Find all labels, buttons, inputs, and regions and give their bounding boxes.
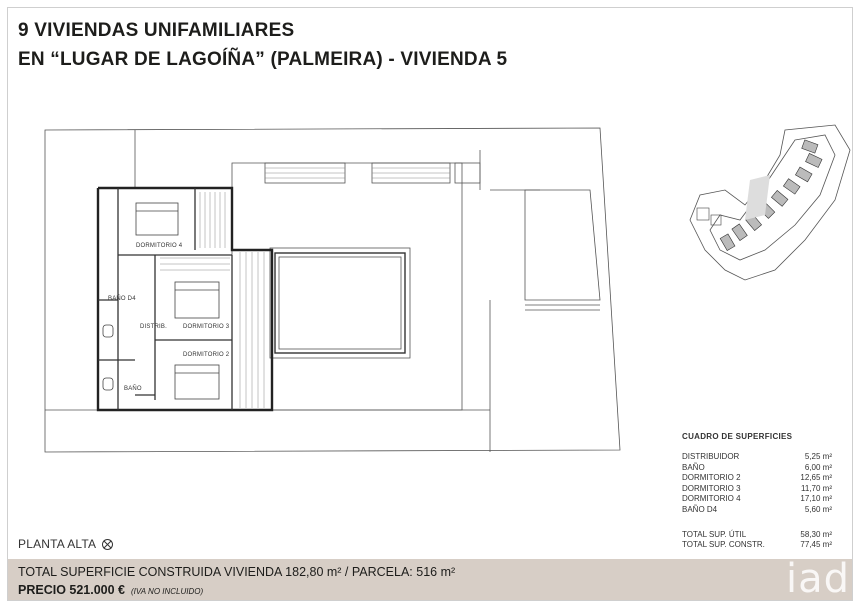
terrace-area <box>232 163 462 410</box>
total-name: TOTAL SUP. CONSTR. <box>682 540 765 549</box>
surfaces-table <box>682 452 832 516</box>
page-title-line-1: 9 VIVIENDAS UNIFAMILIARES <box>18 20 295 41</box>
total-value: 77,45 m² <box>800 540 832 549</box>
floor-label <box>18 537 113 551</box>
site-key-plan <box>685 120 860 300</box>
table-row <box>682 530 832 540</box>
total-value: 58,30 m² <box>800 530 832 539</box>
page-title-line-2: EN “LUGAR DE LAGOÍÑA” (PALMEIRA) - VIVIENDA 5 <box>18 49 508 70</box>
table-row <box>682 473 832 484</box>
vat-note: (IVA NO INCLUIDO) <box>131 587 204 596</box>
room-label-dormitorio-3: DORMITORIO 3 <box>183 324 230 330</box>
total-name: TOTAL SUP. ÚTIL <box>682 530 747 539</box>
surfaces-table-title: CUADRO DE SUPERFICIES <box>682 432 793 441</box>
table-row <box>682 463 832 474</box>
price: PRECIO 521.000 € <box>18 583 126 597</box>
surface-value: 5,60 m² <box>804 504 832 514</box>
table-row <box>682 484 832 495</box>
table-row <box>682 494 832 505</box>
surface-value: 11,70 m² <box>801 483 832 493</box>
surface-value: 12,65 m² <box>800 473 832 483</box>
surface-name: BAÑO D4 <box>682 504 718 514</box>
pool <box>275 253 405 353</box>
compass-icon <box>102 539 113 550</box>
surface-value: 17,10 m² <box>800 494 832 504</box>
plot-outline <box>45 128 620 452</box>
price-line <box>18 583 203 597</box>
room-label-dormitorio-4: DORMITORIO 4 <box>136 243 183 249</box>
surface-name: DISTRIBUIDOR <box>682 452 740 461</box>
surface-name: DORMITORIO 3 <box>682 483 741 493</box>
table-row <box>682 540 832 550</box>
floor-label-text: PLANTA ALTA <box>18 537 97 551</box>
room-label-bano-d4: BAÑO D4 <box>108 296 136 302</box>
surface-name: DORMITORIO 4 <box>682 494 741 504</box>
iad-watermark: iad <box>786 556 851 602</box>
total-surface-line: TOTAL SUPERFICIE CONSTRUIDA VIVIENDA 182,80 m² / PARCELA: 516 m² <box>18 565 456 579</box>
surface-name: DORMITORIO 2 <box>682 473 741 483</box>
room-label-dormitorio-2: DORMITORIO 2 <box>183 352 230 358</box>
surfaces-totals <box>682 530 832 550</box>
table-row <box>682 505 832 516</box>
room-label-distrib: DISTRIB. <box>140 324 167 330</box>
room-label-bano: BAÑO <box>124 386 142 392</box>
table-row <box>682 452 832 463</box>
surface-value: 5,25 m² <box>804 452 832 461</box>
surface-value: 6,00 m² <box>804 462 832 472</box>
surface-name: BAÑO <box>682 462 705 472</box>
